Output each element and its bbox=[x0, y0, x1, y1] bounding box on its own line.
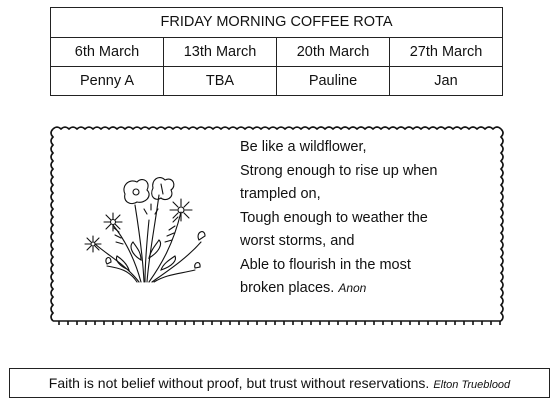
poem-line: Be like a wildflower, bbox=[240, 139, 367, 155]
rota-title-row bbox=[51, 8, 503, 38]
rota-date-cell: 13th March bbox=[164, 38, 277, 67]
wildflower-bouquet-icon bbox=[69, 170, 219, 285]
rota-date-cell: 27th March bbox=[390, 38, 503, 67]
poem-card bbox=[49, 125, 505, 325]
rota-title: FRIDAY MORNING COFFEE ROTA bbox=[51, 8, 503, 38]
poem-author: Anon bbox=[338, 281, 367, 295]
poem-line: broken places. bbox=[240, 280, 335, 296]
poem-last-line bbox=[240, 277, 500, 301]
poem-line: Tough enough to weather the bbox=[240, 209, 428, 226]
rota-dates-row bbox=[51, 38, 503, 67]
quote-box bbox=[9, 368, 550, 398]
rota-name-cell: Pauline bbox=[277, 67, 390, 96]
poem-line: Able to flourish in the most bbox=[240, 256, 411, 273]
poem-text bbox=[240, 136, 500, 301]
rota-name-cell: Jan bbox=[390, 67, 503, 96]
coffee-rota-table bbox=[50, 7, 503, 96]
rota-names-row bbox=[51, 67, 503, 96]
poem-line: Strong enough to rise up when bbox=[240, 162, 438, 179]
poem-line: worst storms, and bbox=[240, 233, 355, 249]
poem-line: trampled on, bbox=[240, 186, 321, 202]
rota-name-cell: TBA bbox=[164, 67, 277, 96]
rota-date-cell: 20th March bbox=[277, 38, 390, 67]
rota-name-cell: Penny A bbox=[51, 67, 164, 96]
quote-attribution: Elton Trueblood bbox=[433, 379, 511, 391]
rota-date-cell: 6th March bbox=[51, 38, 164, 67]
quote-text: Faith is not belief without proof, but trust without reservations. bbox=[48, 375, 430, 391]
